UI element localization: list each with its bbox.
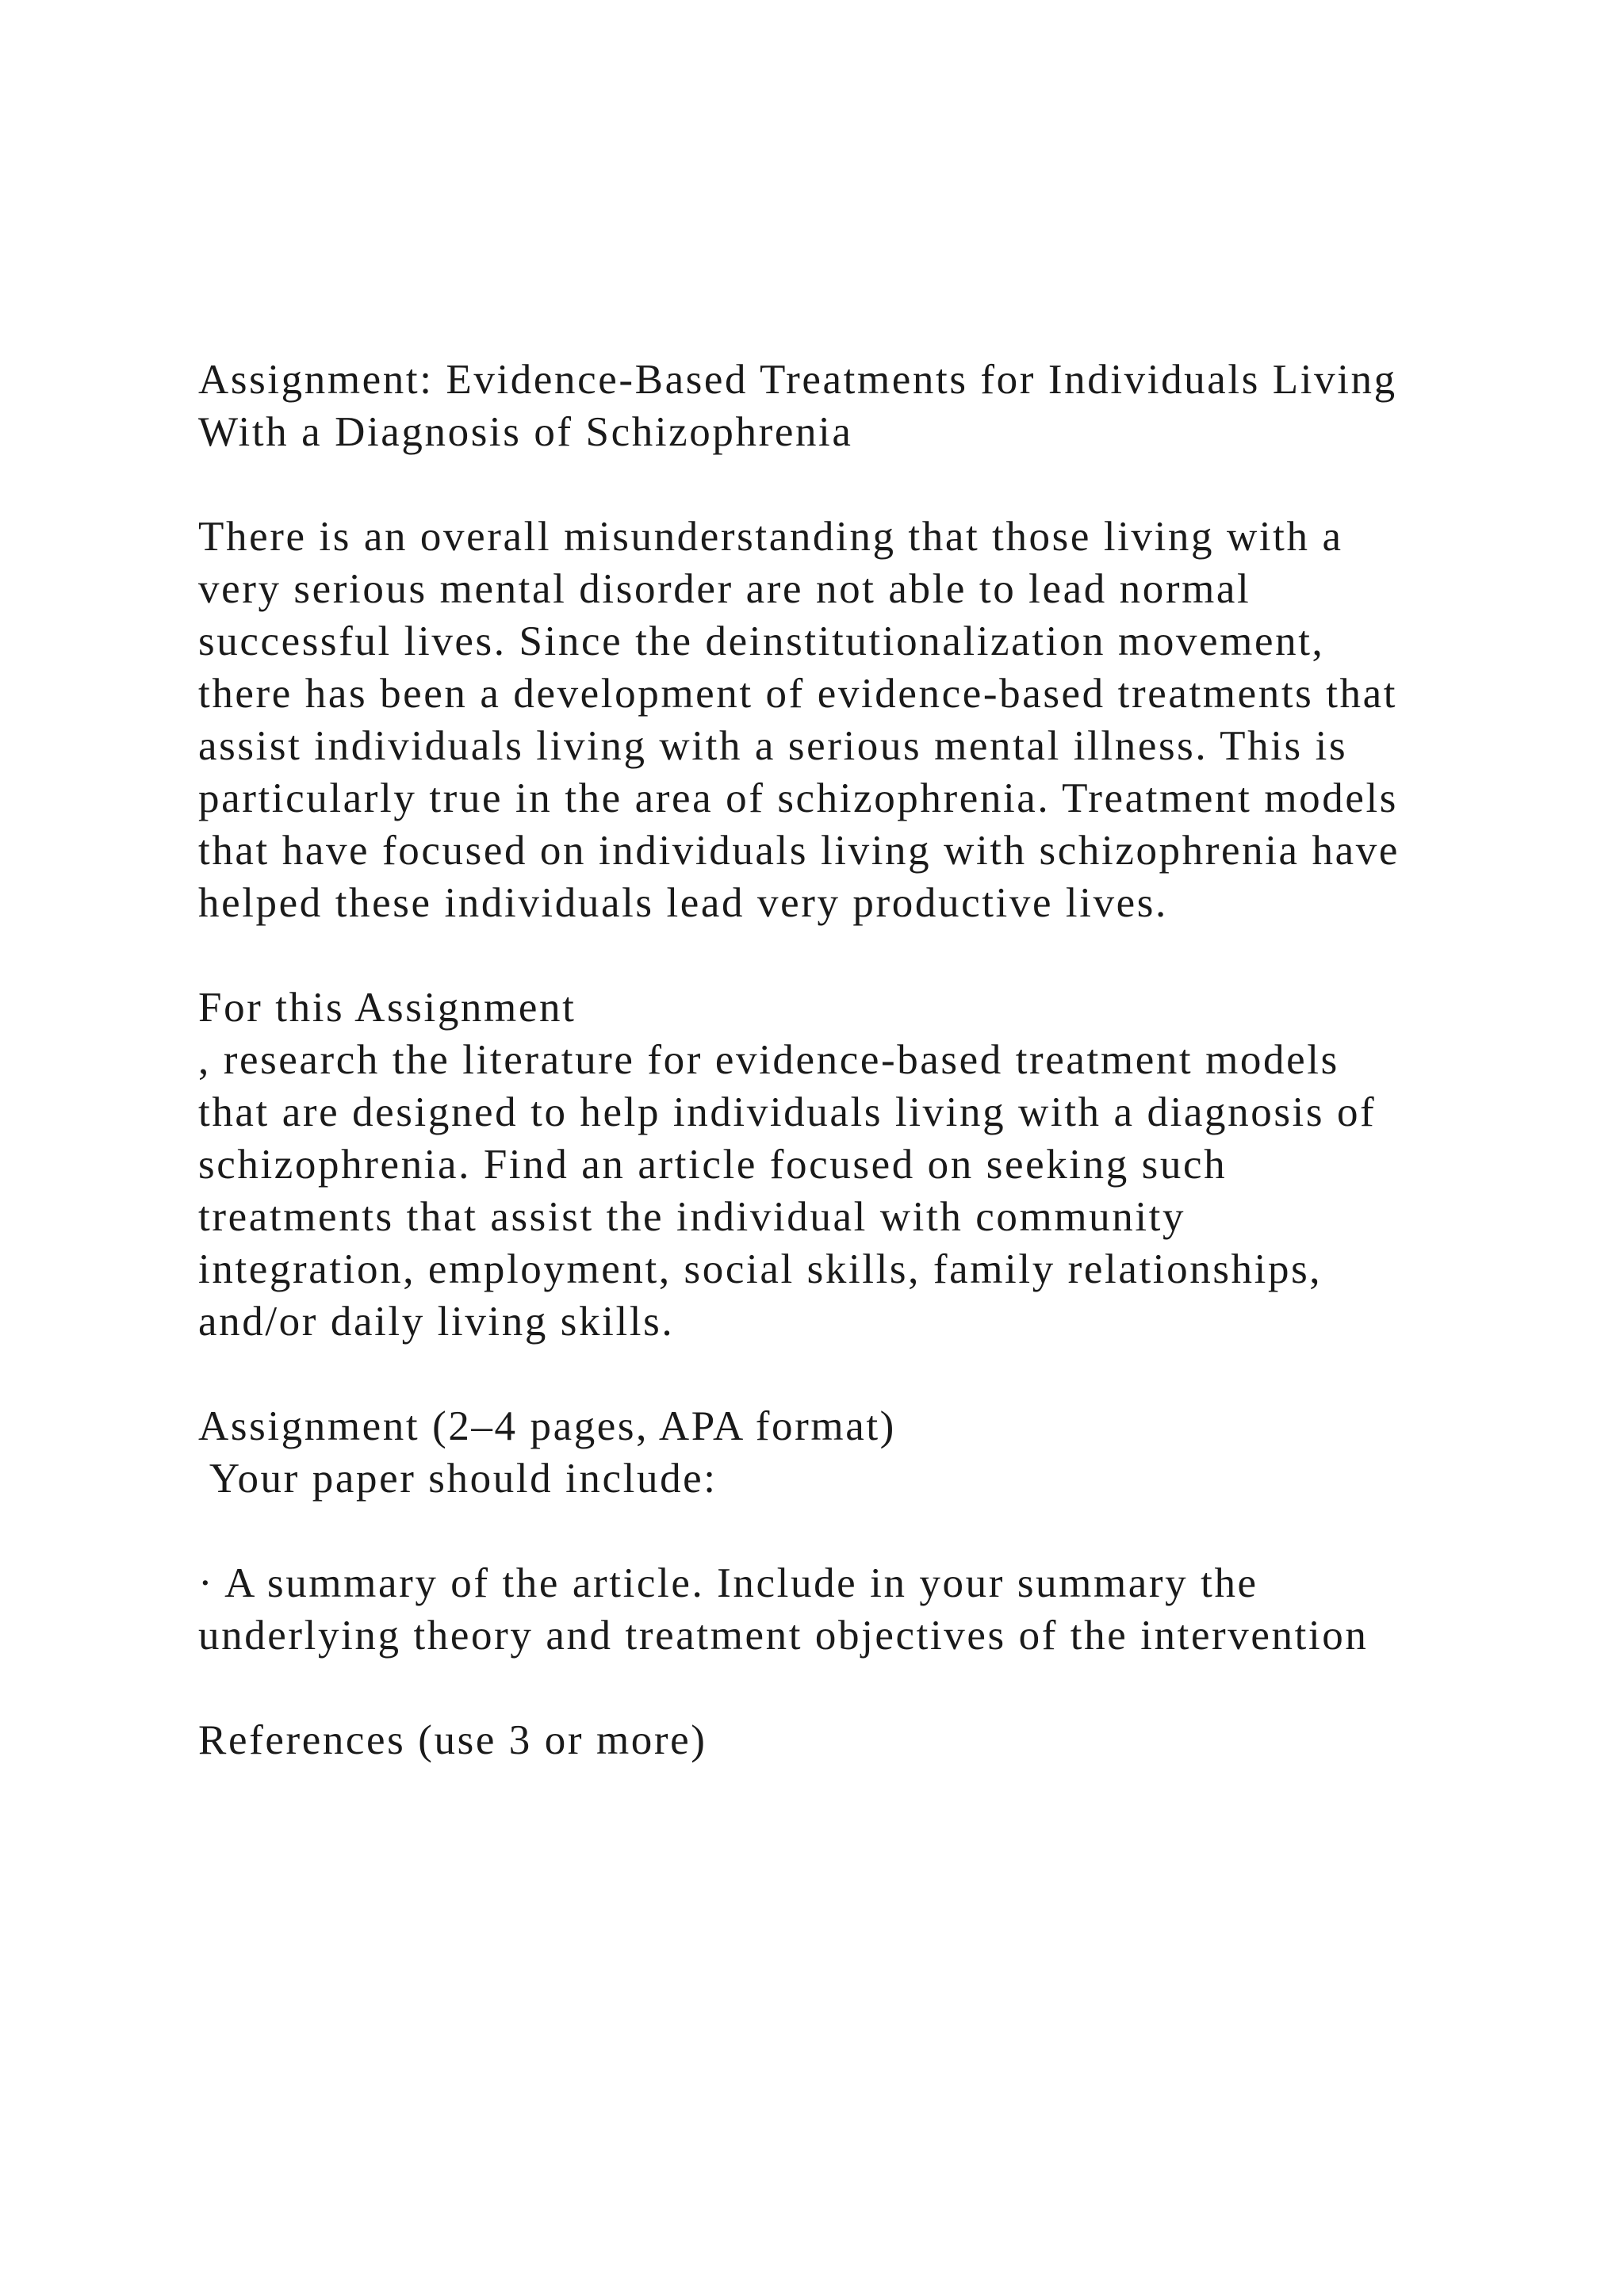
bullet-line: · A summary of the article. Include in your summary the [198, 1560, 1258, 1606]
paragraph-spacer [198, 1662, 1467, 1714]
intro-line: successful lives. Since the deinstitutionalization movement, [198, 618, 1325, 664]
requirements-paragraph [198, 1400, 1467, 1505]
task-line: schizophrenia. Find an article focused on seeking such [198, 1142, 1228, 1188]
paragraph-spacer [198, 1505, 1467, 1557]
paragraph-spacer [198, 458, 1467, 511]
task-line: integration, employment, social skills, family relationships, [198, 1246, 1323, 1292]
intro-paragraph [198, 511, 1467, 929]
intro-line: helped these individuals lead very productive lives. [198, 880, 1168, 926]
assignment-title [198, 354, 1467, 458]
bullet-line: underlying theory and treatment objectives of the intervention [198, 1613, 1369, 1659]
intro-line: assist individuals living with a serious mental illness. This is [198, 723, 1348, 769]
title-line: With a Diagnosis of Schizophrenia [198, 409, 853, 455]
task-line: that are designed to help individuals living with a diagnosis of [198, 1089, 1377, 1135]
paragraph-spacer [198, 929, 1467, 982]
references-line: References (use 3 or more) [198, 1717, 707, 1763]
intro-line: There is an overall misunderstanding that those living with a [198, 514, 1343, 560]
task-line: treatments that assist the individual with community [198, 1194, 1186, 1240]
intro-line: there has been a development of evidence-based treatments that [198, 671, 1398, 717]
title-line: Assignment: Evidence-Based Treatments for Individuals Living [198, 357, 1397, 403]
task-paragraph [198, 982, 1467, 1348]
task-line: , research the literature for evidence-based treatment models [198, 1037, 1339, 1083]
intro-line: very serious mental disorder are not able to lead normal [198, 566, 1251, 612]
paragraph-spacer [198, 1348, 1467, 1400]
task-line: and/or daily living skills. [198, 1299, 675, 1345]
intro-line: particularly true in the area of schizophrenia. Treatment models [198, 775, 1399, 821]
intro-line: that have focused on individuals living with schizophrenia have [198, 828, 1400, 874]
task-line: For this Assignment [198, 985, 576, 1031]
requirements-line: Your paper should include: [198, 1456, 718, 1502]
bullet-item [198, 1557, 1467, 1662]
requirements-line: Assignment (2–4 pages, APA format) [198, 1403, 896, 1449]
document-body [198, 354, 1467, 1766]
